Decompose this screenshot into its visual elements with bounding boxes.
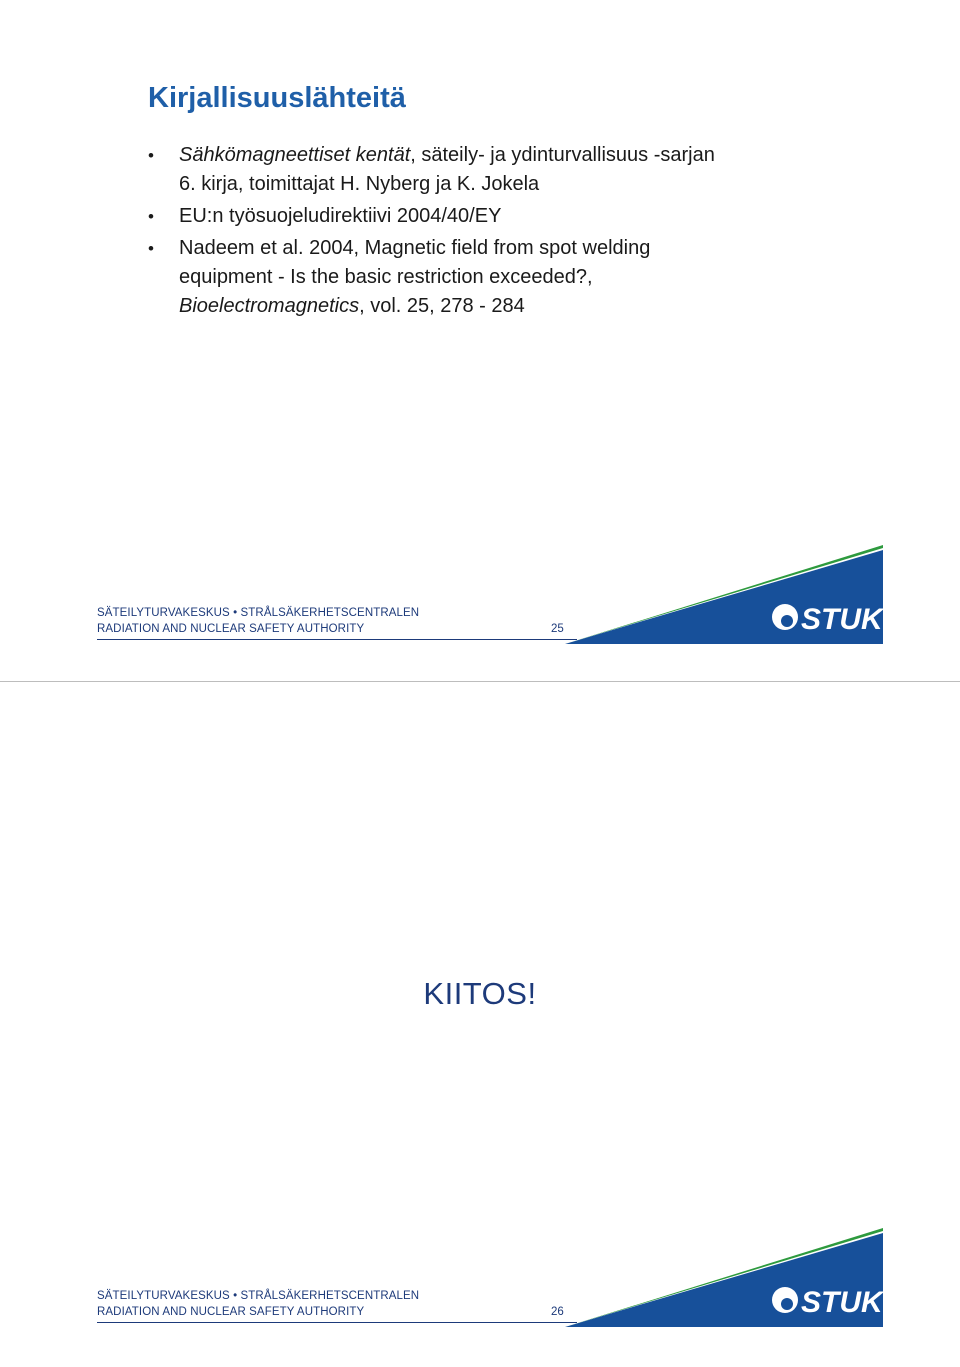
reference-text: , vol. 25, 278 - 284 bbox=[359, 295, 525, 317]
page-number: 25 bbox=[551, 623, 564, 635]
reference-line bbox=[179, 141, 828, 170]
org-name-finnish-swedish: SÄTEILYTURVAKESKUS • STRÅLSÄKERHETSCENTRALEN bbox=[97, 1290, 420, 1302]
reference-item bbox=[148, 141, 828, 199]
slide-title: Kirjallisuuslähteitä bbox=[148, 82, 406, 114]
page-divider bbox=[0, 681, 960, 682]
footer-rule bbox=[97, 639, 577, 640]
slide-26 bbox=[0, 684, 960, 1367]
footer-rule bbox=[97, 1322, 577, 1323]
reference-line: equipment - Is the basic restriction exceeded?, bbox=[179, 266, 593, 288]
bullet-icon: • bbox=[148, 239, 154, 258]
reference-line bbox=[179, 292, 828, 321]
org-name-english: RADIATION AND NUCLEAR SAFETY AUTHORITY bbox=[97, 1306, 365, 1318]
book-title: Sähkömagneettiset kentät bbox=[179, 144, 411, 166]
reference-line: EU:n työsuojeludirektiivi 2004/40/EY bbox=[179, 205, 502, 227]
reference-list bbox=[148, 141, 828, 321]
reference-line: Nadeem et al. 2004, Magnetic field from spot welding bbox=[179, 237, 651, 259]
reference-text: , säteily- ja ydinturvallisuus -sarjan bbox=[410, 144, 715, 166]
stuk-logo-icon bbox=[565, 1228, 885, 1328]
org-name-english: RADIATION AND NUCLEAR SAFETY AUTHORITY bbox=[97, 623, 365, 635]
bullet-icon: • bbox=[148, 207, 154, 226]
reference-line: 6. kirja, toimittajat H. Nyberg ja K. Jokela bbox=[179, 173, 540, 195]
logo-wordmark: STUK bbox=[801, 603, 883, 636]
page-number: 26 bbox=[551, 1306, 564, 1318]
reference-item bbox=[148, 234, 828, 321]
thank-you-heading: KIITOS! bbox=[423, 976, 537, 1011]
slide-footer bbox=[97, 1228, 887, 1328]
org-name-finnish-swedish: SÄTEILYTURVAKESKUS • STRÅLSÄKERHETSCENTRALEN bbox=[97, 607, 420, 619]
slide-footer bbox=[97, 545, 887, 645]
stuk-logo-icon bbox=[565, 545, 885, 645]
slide-25 bbox=[0, 0, 960, 680]
bullet-icon: • bbox=[148, 146, 154, 165]
logo-wordmark: STUK bbox=[801, 1286, 883, 1319]
reference-item bbox=[148, 202, 828, 231]
journal-title: Bioelectromagnetics bbox=[179, 295, 360, 317]
